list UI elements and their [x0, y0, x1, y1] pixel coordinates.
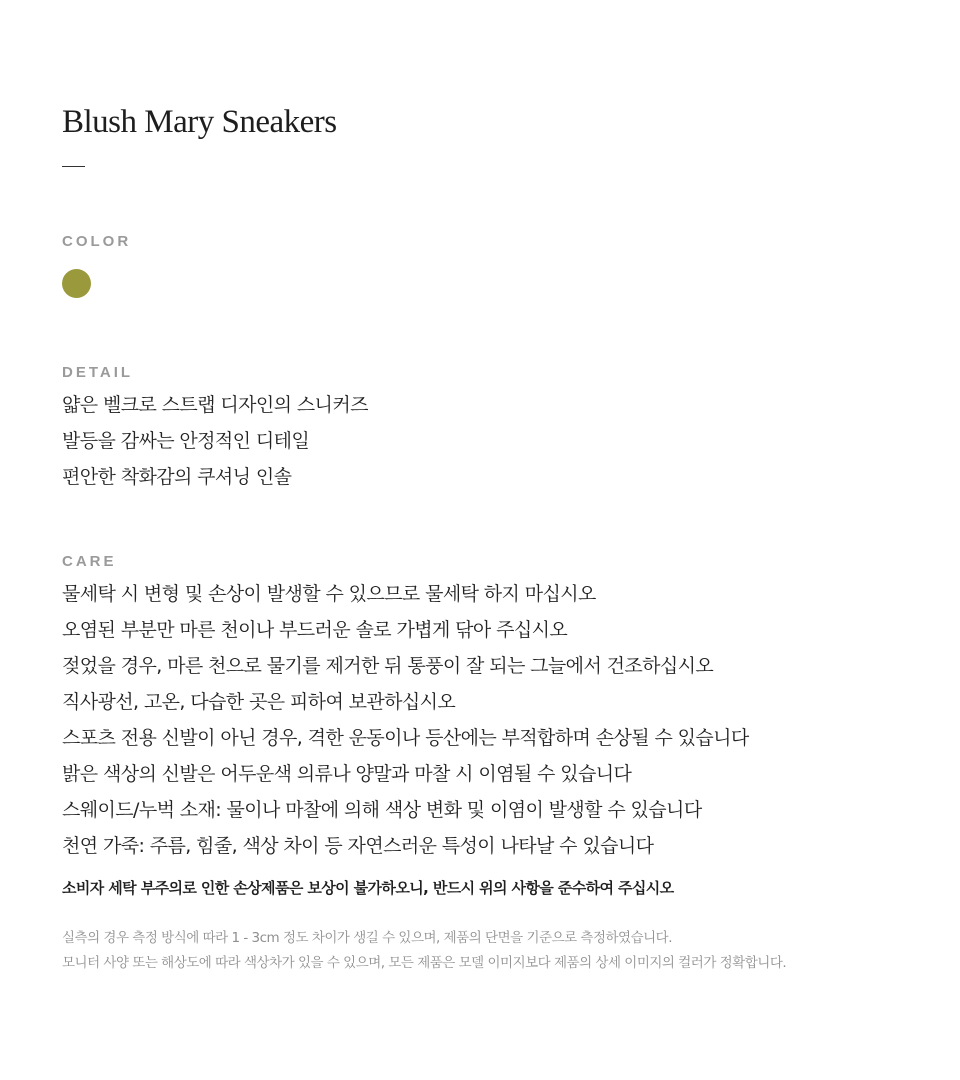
- detail-line: 얇은 벨크로 스트랩 디자인의 스니커즈: [62, 394, 368, 416]
- care-line: 젖었을 경우, 마른 천으로 물기를 제거한 뒤 통풍이 잘 되는 그늘에서 건조하십시오: [62, 655, 714, 677]
- care-line: 밝은 색상의 신발은 어두운색 의류나 양말과 마찰 시 이염될 수 있습니다: [62, 763, 632, 785]
- disclaimer-notes: [62, 926, 786, 976]
- detail-list: [62, 387, 368, 495]
- color-swatch[interactable]: [62, 269, 91, 298]
- care-section-label: CARE: [62, 553, 117, 570]
- detail-section-label: DETAIL: [62, 364, 134, 381]
- detail-line: 발등을 감싸는 안정적인 디테일: [62, 430, 310, 452]
- detail-line: 편안한 착화감의 쿠셔닝 인솔: [62, 466, 292, 488]
- product-title: Blush Mary Sneakers: [62, 104, 337, 140]
- disclaimer-note: 실측의 경우 측정 방식에 따라 1 - 3cm 정도 차이가 생길 수 있으며, 제품의 단면을 기준으로 측정하였습니다.: [62, 930, 673, 946]
- disclaimer-note: 모니터 사양 또는 해상도에 따라 색상차가 있을 수 있으며, 모든 제품은 모델 이미지보다 제품의 상세 이미지의 컬러가 정확합니다.: [62, 955, 787, 971]
- care-list: [62, 576, 749, 864]
- care-line: 직사광선, 고온, 다습한 곳은 피하여 보관하십시오: [62, 691, 456, 713]
- title-divider: [62, 166, 85, 167]
- care-line: 천연 가죽: 주름, 힘줄, 색상 차이 등 자연스러운 특성이 나타날 수 있습니다: [62, 835, 654, 857]
- care-line: 물세탁 시 변형 및 손상이 발생할 수 있으므로 물세탁 하지 마십시오: [62, 583, 596, 605]
- care-line: 스웨이드/누벅 소재: 물이나 마찰에 의해 색상 변화 및 이염이 발생할 수 있습니다: [62, 799, 702, 821]
- care-line: 오염된 부분만 마른 천이나 부드러운 솔로 가볍게 닦아 주십시오: [62, 619, 568, 641]
- care-warning: 소비자 세탁 부주의로 인한 손상제품은 보상이 불가하오니, 반드시 위의 사항을 준수하여 주십시오: [62, 879, 674, 897]
- color-section-label: COLOR: [62, 233, 132, 250]
- care-line: 스포츠 전용 신발이 아닌 경우, 격한 운동이나 등산에는 부적합하며 손상될 수 있습니다: [62, 727, 749, 749]
